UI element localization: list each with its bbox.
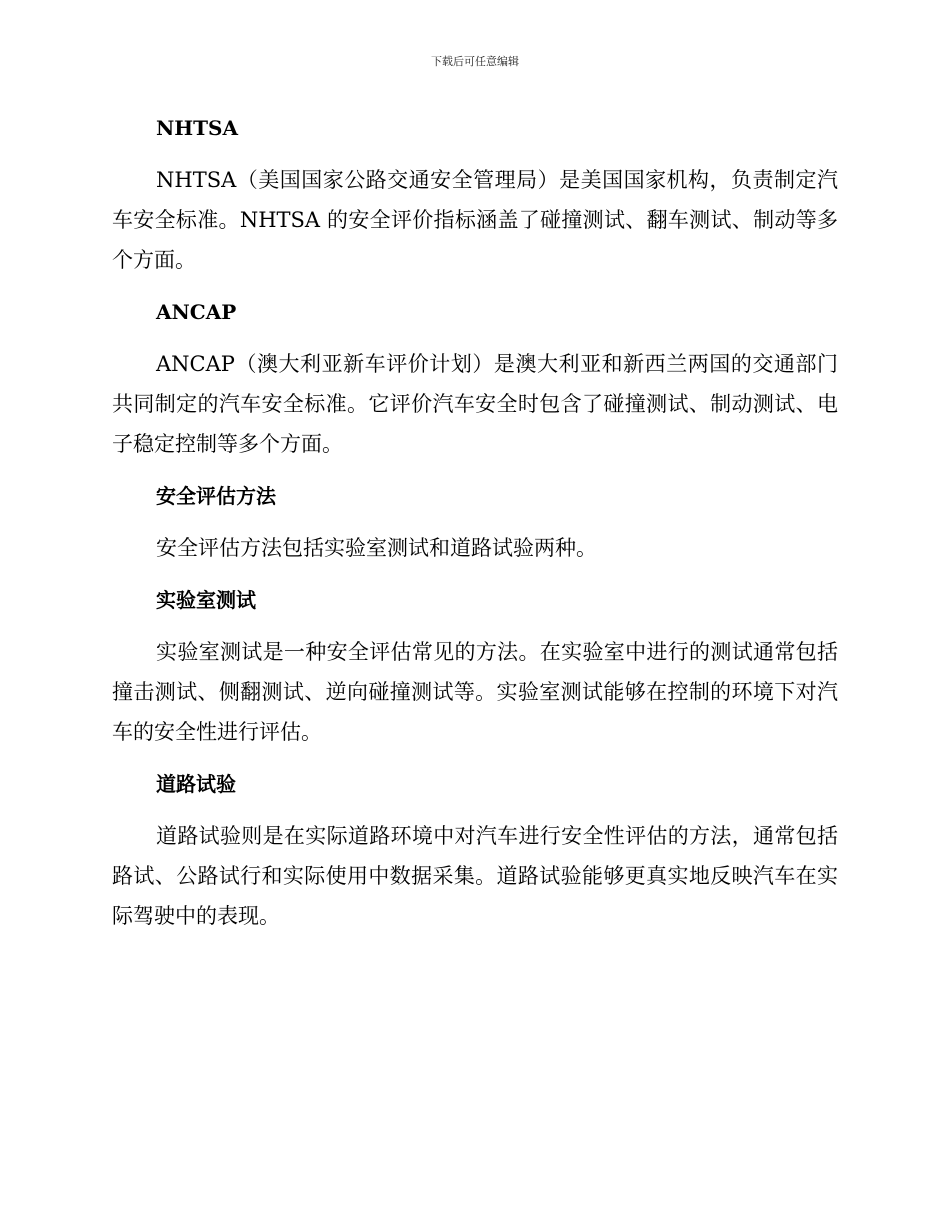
section-body-ancap: ANCAP（澳大利亚新车评价计划）是澳大利亚和新西兰两国的交通部门共同制定的汽车安全标准。它评价汽车安全时包含了碰撞测试、制动测试、电子稳定控制等多个方面。 [112,352,838,456]
section-heading-assessment-methods: 安全评估方法 [156,484,276,508]
section-heading-road-testing: 道路试验 [156,772,236,796]
document-body [112,110,838,936]
section-body-assessment-methods: 安全评估方法包括实验室测试和道路试验两种。 [156,536,597,560]
section-body-road-testing: 道路试验则是在实际道路环境中对汽车进行安全性评估的方法，通常包括路试、公路试行和实际使用中数据采集。道路试验能够更真实地反映汽车在实际驾驶中的表现。 [112,824,838,928]
section-heading-ancap: ANCAP [156,300,237,324]
section-body-lab-testing: 实验室测试是一种安全评估常见的方法。在实验室中进行的测试通常包括撞击测试、侧翻测试、逆向碰撞测试等。实验室测试能够在控制的环境下对汽车的安全性进行评估。 [112,640,838,744]
section-heading-nhtsa: NHTSA [156,116,239,140]
section-heading-lab-testing: 实验室测试 [156,588,256,612]
section-body-nhtsa: NHTSA（美国国家公路交通安全管理局）是美国国家机构，负责制定汽车安全标准。NHTSA 的安全评价指标涵盖了碰撞测试、翻车测试、制动等多个方面。 [112,168,838,272]
page-header-note: 下载后可任意编辑 [431,55,519,68]
